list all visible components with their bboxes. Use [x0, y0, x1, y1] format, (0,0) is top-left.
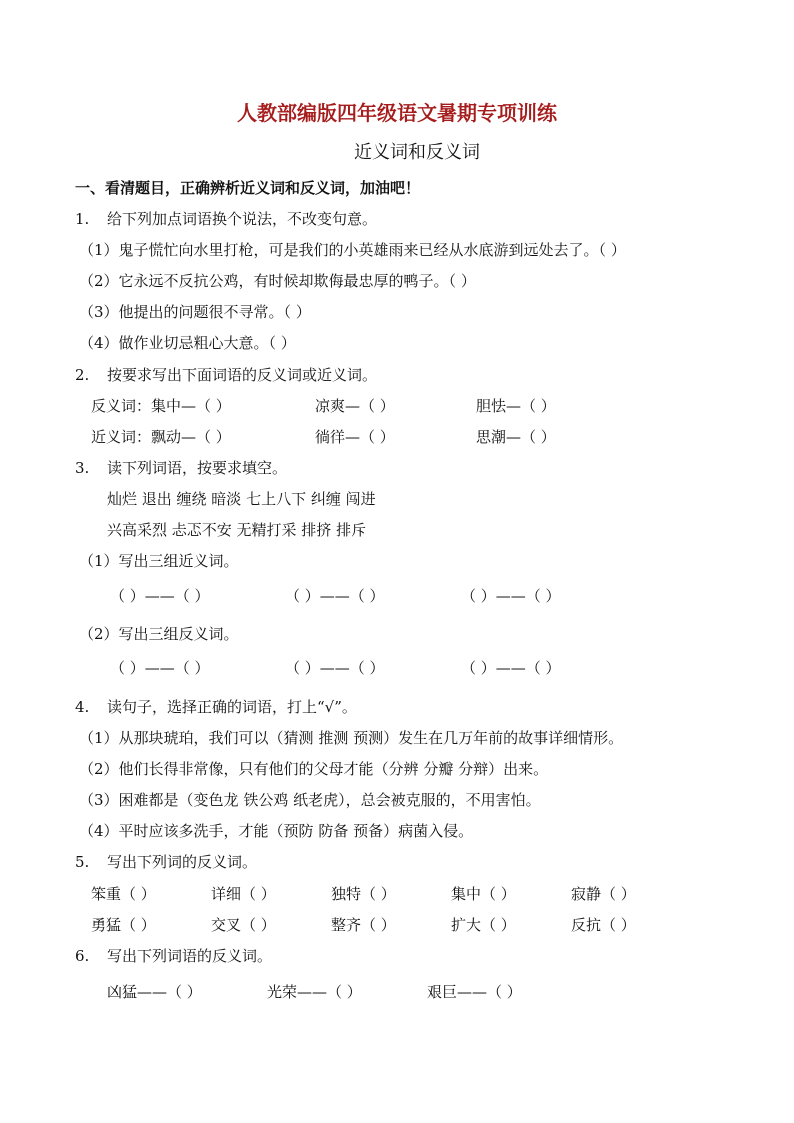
q2-antonym-item: 反义词：集中—（ ） [91, 397, 231, 415]
q5-item: 勇猛（ ） [91, 916, 156, 934]
q6-number: 6. [75, 947, 90, 965]
q5-item: 详细（ ） [211, 885, 276, 903]
q4-item: （1）从那块琥珀，我们可以（猜测 推测 预测）发生在几万年前的故事详细情形。 [79, 729, 624, 747]
q3-word-list: 兴高采烈 忐忑不安 无精打采 排挤 排斥 [107, 521, 367, 539]
q4-item: （4）平时应该多洗手，才能（预防 防备 预备）病菌入侵。 [79, 822, 474, 840]
q3-synonym-pair: （ ）——（ ） [110, 587, 210, 605]
q4-item: （2）他们长得非常像，只有他们的父母才能（分辨 分瓣 分辩）出来。 [79, 760, 549, 778]
page-title: 人教部编版四年级语文暑期专项训练 [237, 101, 557, 125]
q5-prompt: 写出下列词的反义词。 [107, 853, 258, 871]
q2-synonym-item: 思潮—（ ） [476, 428, 556, 446]
q3-synonym-pair: （ ）——（ ） [285, 587, 385, 605]
q3-word-list: 灿烂 退出 缠绕 暗淡 七上八下 纠缠 闯进 [107, 490, 376, 508]
q5-number: 5. [75, 853, 90, 871]
q3-number: 3. [75, 459, 90, 477]
q3-antonym-pair: （ ）——（ ） [461, 659, 561, 677]
q6-item: 艰巨——（ ） [427, 983, 522, 1001]
q5-item: 独特（ ） [331, 885, 396, 903]
q1-item: （3）他提出的问题很不寻常。（ ） [79, 303, 311, 321]
section-heading: 一、看清题目，正确辨析近义词和反义词，加油吧！ [75, 179, 421, 197]
q1-item: （4）做作业切忌粗心大意。（ ） [79, 334, 296, 352]
q1-prompt: 给下列加点词语换个说法，不改变句意。 [107, 210, 378, 228]
q3-synonym-pair: （ ）——（ ） [461, 587, 561, 605]
q5-item: 寂静（ ） [571, 885, 636, 903]
q5-item: 交叉（ ） [211, 916, 276, 934]
q4-number: 4. [75, 698, 90, 716]
q2-synonym-item: 徜徉—（ ） [315, 428, 395, 446]
q3-antonym-pair: （ ）——（ ） [110, 659, 210, 677]
q2-synonym-item: 近义词：飘动—（ ） [91, 428, 231, 446]
q6-item: 凶猛——（ ） [107, 983, 202, 1001]
q5-item: 整齐（ ） [331, 916, 396, 934]
q3-sub-prompt: （1）写出三组近义词。 [79, 552, 239, 570]
q1-item: （2）它永远不反抗公鸡，有时候却欺侮最忠厚的鸭子。（ ） [79, 272, 476, 290]
q1-item: （1）鬼子慌忙向水里打枪，可是我们的小英雄雨来已经从水底游到远处去了。（ ） [79, 241, 626, 259]
page-subtitle: 近义词和反义词 [354, 142, 480, 163]
q3-prompt: 读下列词语，按要求填空。 [107, 459, 288, 477]
q5-item: 扩大（ ） [451, 916, 516, 934]
q6-prompt: 写出下列词语的反义词。 [107, 947, 273, 965]
q2-number: 2. [75, 366, 90, 384]
q4-item: （3）困难都是（变色龙 铁公鸡 纸老虎），总会被克服的，不用害怕。 [79, 791, 541, 809]
q1-number: 1. [75, 210, 90, 228]
q6-item: 光荣——（ ） [267, 983, 362, 1001]
q3-antonym-pair: （ ）——（ ） [285, 659, 385, 677]
q5-item: 笨重（ ） [91, 885, 156, 903]
q4-prompt: 读句子，选择正确的词语，打上“√”。 [107, 698, 357, 716]
q2-antonym-item: 胆怯—（ ） [476, 397, 556, 415]
q5-item: 反抗（ ） [571, 916, 636, 934]
q3-sub-prompt: （2）写出三组反义词。 [79, 625, 239, 643]
q5-item: 集中（ ） [451, 885, 516, 903]
q2-antonym-item: 凉爽—（ ） [315, 397, 395, 415]
q2-prompt: 按要求写出下面词语的反义词或近义词。 [107, 366, 378, 384]
